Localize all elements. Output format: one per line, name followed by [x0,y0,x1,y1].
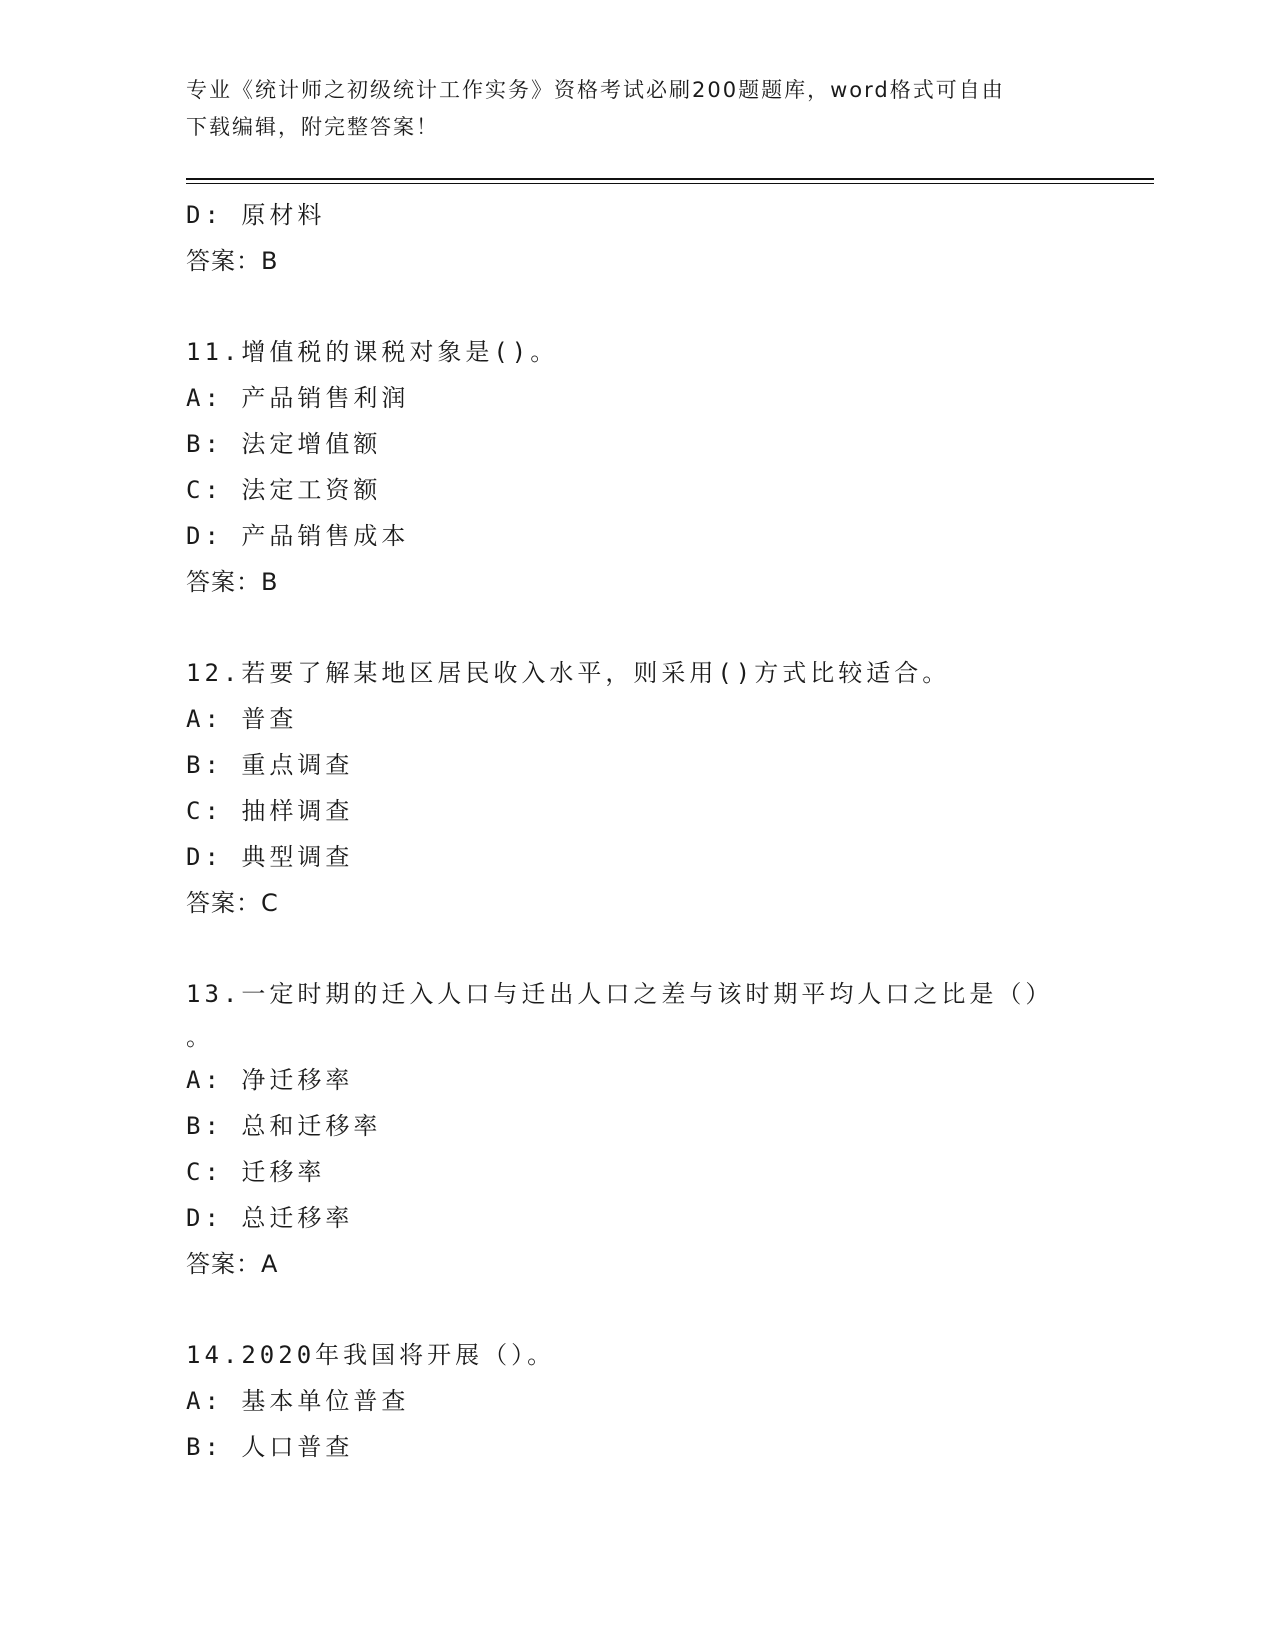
document-header [186,72,1086,146]
prev-option-d: D: 原材料 [186,201,326,229]
option-d: D: 典型调查 [186,843,354,871]
answer: 答案：A [186,1250,279,1278]
option-b: B: 总和迁移率 [186,1112,382,1140]
option-a: A: 普查 [186,705,298,733]
option-a: A: 基本单位普查 [186,1387,410,1415]
answer: 答案：B [186,568,279,596]
option-a: A: 产品销售利润 [186,384,410,412]
option-d: D: 总迁移率 [186,1204,354,1232]
header-title-line-2: 下载编辑，附完整答案！ [186,115,439,139]
question-stem: 14.2020年我国将开展（）。 [186,1341,556,1369]
header-title-line-1: 专业《统计师之初级统计工作实务》资格考试必刷200题题库，word格式可自由 [186,78,1005,102]
spacer [186,605,1086,650]
answer: 答案：C [186,889,279,917]
header-rule-thick [186,178,1154,180]
spacer [186,1287,1086,1332]
option-a: A: 净迁移率 [186,1066,354,1094]
question-stem: 12.若要了解某地区居民收入水平，则采用()方式比较适合。 [186,659,951,687]
question-12 [186,650,1086,926]
spacer [186,926,1086,971]
spacer [186,284,1086,329]
option-c: C: 法定工资额 [186,476,382,504]
question-list [186,192,1086,1470]
question-stem-continuation: 。 [186,1023,214,1051]
option-c: C: 抽样调查 [186,797,354,825]
question-stem: 11.增值税的课税对象是()。 [186,338,559,366]
question-14 [186,1332,1086,1470]
option-d: D: 产品销售成本 [186,522,410,550]
question-13 [186,971,1086,1287]
option-b: B: 法定增值额 [186,430,382,458]
option-c: C: 迁移率 [186,1158,326,1186]
option-b: B: 人口普查 [186,1433,354,1461]
header-rule-thin [186,183,1154,184]
prev-answer: 答案：B [186,247,279,275]
option-b: B: 重点调查 [186,751,354,779]
question-11 [186,329,1086,605]
question-stem: 13.一定时期的迁入人口与迁出人口之差与该时期平均人口之比是（） [186,980,1054,1008]
